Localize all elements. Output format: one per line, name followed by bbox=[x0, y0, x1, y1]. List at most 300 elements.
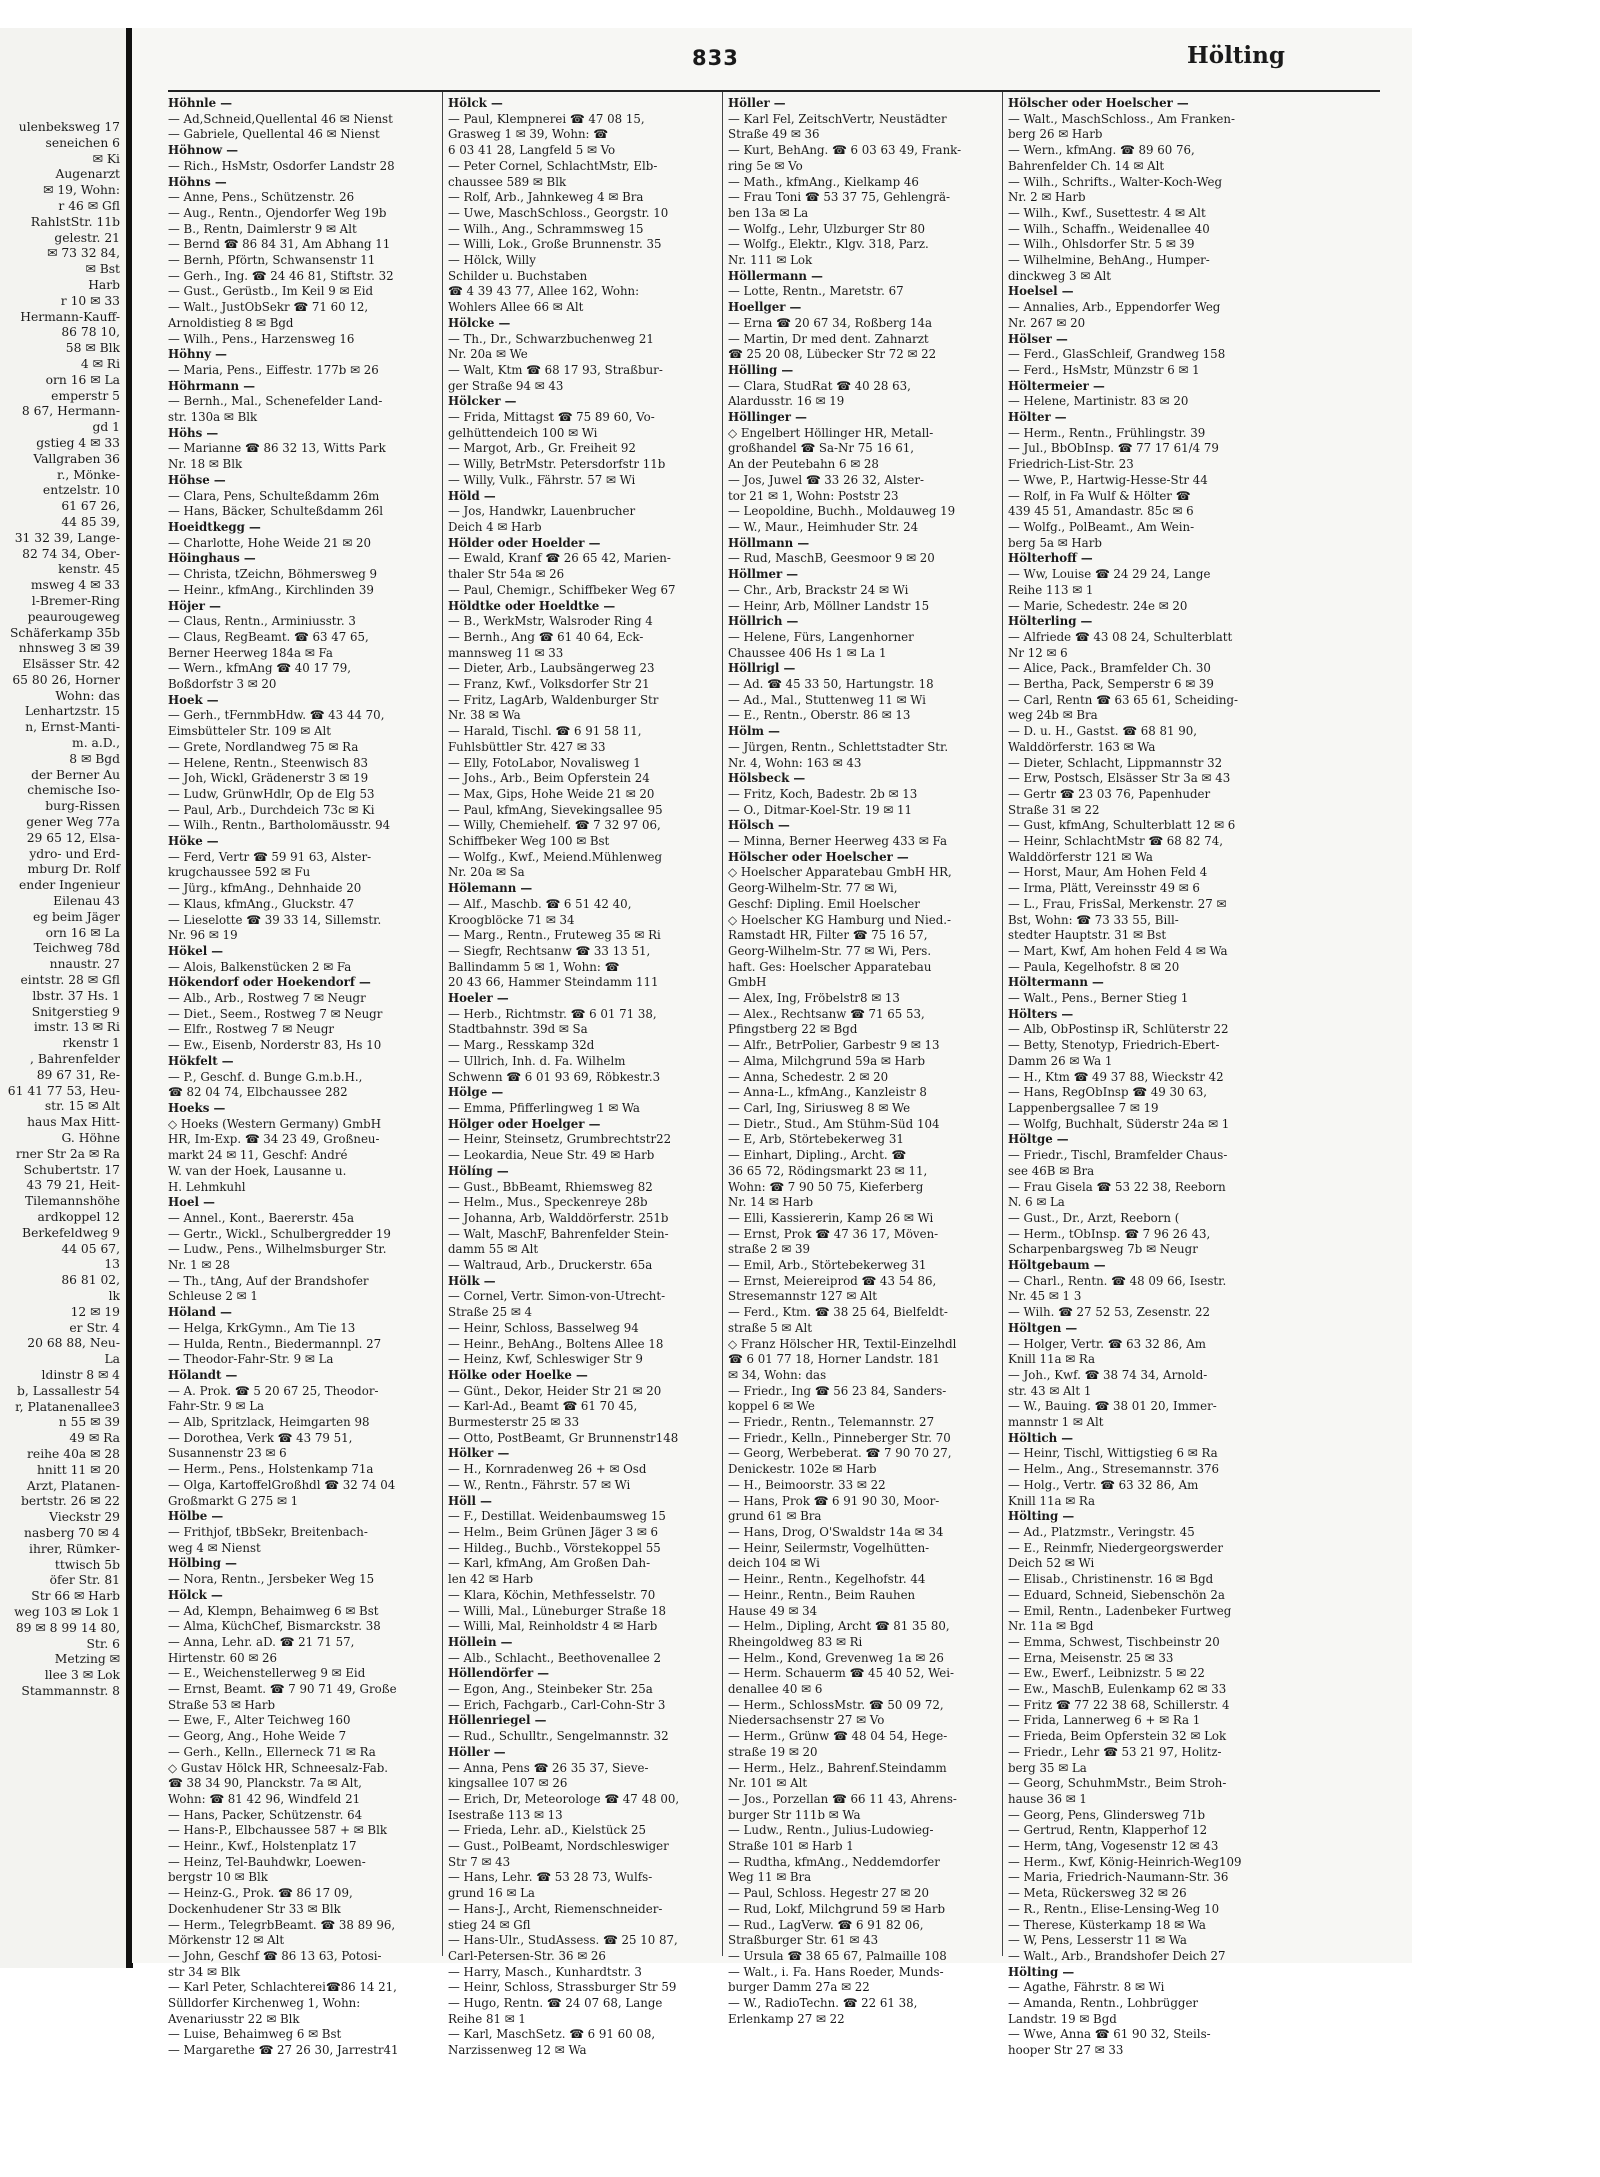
directory-entry-line: Nr. 101 ✉ Alt bbox=[728, 1776, 808, 1791]
directory-entry-line: — Gerh., tFernmbHdw. ☎ 43 44 70, bbox=[168, 708, 385, 723]
directory-entry-line: — Jürg., kfmAng., Dehnhaide 20 bbox=[168, 881, 362, 896]
directory-entry-line: Nr. 45 ✉ 1 3 bbox=[1008, 1289, 1082, 1304]
directory-entry-line: — Waltraud, Arb., Druckerstr. 65a bbox=[448, 1258, 653, 1273]
previous-page-line: Eilenau 43 bbox=[53, 894, 120, 909]
directory-entry-line: — Heinr, Tischl, Wittigstieg 6 ✉ Ra bbox=[1008, 1446, 1218, 1461]
directory-entry-line: ◇ Hoeks (Western Germany) GmbH bbox=[168, 1116, 381, 1131]
directory-entry-line: — Jos, Juwel ☎ 33 26 32, Alster- bbox=[728, 472, 925, 487]
directory-entry-line: — Helga, KrkGymn., Am Tie 13 bbox=[168, 1320, 356, 1335]
directory-entry-line: ger Straße 94 ✉ 43 bbox=[448, 378, 564, 393]
directory-entry-line: ☎ 4 39 43 77, Allee 162, Wohn: bbox=[448, 284, 640, 299]
directory-entry-line: Nr. 4, Wohn: 163 ✉ 43 bbox=[728, 755, 862, 770]
directory-entry-line: — Jul., BbObInsp. ☎ 77 17 61/4 79 bbox=[1008, 441, 1219, 456]
directory-entry-line: Schleuse 2 ✉ 1 bbox=[168, 1289, 258, 1304]
directory-entry-line: — Hugo, Rentn. ☎ 24 07 68, Lange bbox=[448, 1996, 663, 2011]
directory-entry-line: — Paula, Kegelhofstr. 8 ✉ 20 bbox=[1008, 959, 1180, 974]
directory-entry-line: Arnoldistieg 8 ✉ Bgd bbox=[168, 315, 294, 330]
previous-page-line: 20 68 88, Neu- bbox=[27, 1336, 120, 1351]
directory-entry-line: — Karl Peter, Schlachterei☎86 14 21, bbox=[168, 1980, 397, 1995]
directory-entry-line: — Ernst, Meiereiprod ☎ 43 54 86, bbox=[728, 1273, 937, 1288]
directory-entry-line: Nr. 267 ✉ 20 bbox=[1008, 315, 1086, 330]
directory-entry-line: — Siegfr, Rechtsanw ☎ 33 13 51, bbox=[448, 943, 651, 958]
directory-entry-line: Höltich — bbox=[1008, 1430, 1074, 1445]
directory-entry-line: Hölting — bbox=[1008, 1509, 1075, 1524]
directory-entry-line: Straße 25 ✉ 4 bbox=[448, 1305, 533, 1320]
directory-entry-line: — Herm., Pens., Holstenkamp 71a bbox=[168, 1462, 374, 1477]
directory-entry-line: — Rud., Schulltr., Sengelmannstr. 32 bbox=[448, 1729, 669, 1744]
directory-entry-line: — Emma, Schwest, Tischbeinstr 20 bbox=[1008, 1634, 1220, 1649]
directory-entry-line: Isestraße 113 ✉ 13 bbox=[448, 1807, 563, 1822]
directory-entry-line: Höller — bbox=[448, 1744, 506, 1759]
directory-entry-line: — E, Arb, Störtebekerweg 31 bbox=[728, 1132, 904, 1147]
directory-entry-line: Pfingstberg 22 ✉ Bgd bbox=[728, 1022, 858, 1037]
directory-entry-line: — Meta, Rückersweg 32 ✉ 26 bbox=[1008, 1886, 1187, 1901]
directory-entry-line: Höllermann — bbox=[728, 268, 823, 283]
directory-entry-line: — Wilh., Ohlsdorfer Str. 5 ✉ 39 bbox=[1008, 237, 1195, 252]
previous-page-line: er Str. 4 bbox=[69, 1320, 120, 1335]
previous-page-line: n 55 ✉ 39 bbox=[58, 1415, 120, 1430]
directory-entry-line: Höllinger — bbox=[728, 410, 807, 425]
directory-entry-line: — Gust, kfmAng, Schulterblatt 12 ✉ 6 bbox=[1008, 818, 1236, 833]
directory-entry-line: — Ferd., HsMstr, Münzstr 6 ✉ 1 bbox=[1008, 362, 1200, 377]
directory-entry-line: Nr. 18 ✉ Blk bbox=[168, 457, 243, 472]
previous-page-line: ldinstr 8 ✉ 4 bbox=[41, 1367, 120, 1382]
directory-page bbox=[132, 28, 1412, 2058]
previous-page-line: m. a.D., bbox=[72, 736, 120, 751]
directory-entry-line: — Friedr., Kelln., Pinneberger Str. 70 bbox=[728, 1430, 951, 1445]
directory-entry-line: — Karl Fel, ZeitschVertr, Neustädter bbox=[728, 111, 947, 126]
directory-entry-line: Höltermeier — bbox=[1008, 378, 1105, 393]
directory-entry-line: — Alex., Rechtsanw ☎ 71 65 53, bbox=[728, 1006, 925, 1021]
directory-entry-line: — Heinr, Schloss, Strassburger Str 59 bbox=[448, 1980, 677, 1995]
directory-entry-line: berg 26 ✉ Harb bbox=[1008, 127, 1103, 142]
directory-entry-line: — Frieda, Beim Opferstein 32 ✉ Lok bbox=[1008, 1729, 1227, 1744]
directory-entry-line: — Helene, Martinistr. 83 ✉ 20 bbox=[1008, 394, 1189, 409]
previous-page-line: Schubertstr. 17 bbox=[23, 1162, 120, 1177]
directory-entry-line: Straße 31 ✉ 22 bbox=[1008, 802, 1100, 817]
previous-page-line: RahlstStr. 11b bbox=[30, 214, 120, 229]
directory-entry-line: — Uwe, MaschSchloss., Georgstr. 10 bbox=[448, 205, 669, 220]
previous-page-line: Berkefeldweg 9 bbox=[22, 1225, 120, 1240]
directory-entry-line: — Karl, MaschSetz. ☎ 6 91 60 08, bbox=[448, 2027, 656, 2042]
directory-entry-line: — Paul, Klempnerei ☎ 47 08 15, bbox=[448, 111, 645, 126]
directory-entry-line: Höhnle — bbox=[168, 96, 233, 110]
directory-entry-line: Boßdorfstr 3 ✉ 20 bbox=[168, 677, 277, 692]
directory-entry-line: Nr. 20a ✉ Sa bbox=[448, 865, 525, 880]
directory-entry-line: Hölge — bbox=[448, 1085, 504, 1100]
previous-page-line: gelestr. 21 bbox=[54, 230, 120, 245]
directory-entry-line: mannsweg 11 ✉ 33 bbox=[448, 645, 564, 660]
directory-entry-line: ☎ 6 01 77 18, Horner Landstr. 181 bbox=[728, 1352, 940, 1367]
directory-entry-line: Berner Heerweg 184a ✉ Fa bbox=[168, 645, 333, 660]
directory-entry-line: — Mart, Kwf, Am hohen Feld 4 ✉ Wa bbox=[1008, 943, 1228, 958]
previous-page-line: ydro- und Erd- bbox=[29, 846, 120, 861]
directory-entry-line: Hölser — bbox=[1008, 331, 1068, 346]
directory-entry-line: — Bernd ☎ 86 84 31, Am Abhang 11 bbox=[168, 237, 391, 252]
directory-entry-line: — Georg, Werbeberat. ☎ 7 90 70 27, bbox=[728, 1446, 952, 1461]
directory-entry-line: Hoeks — bbox=[168, 1101, 226, 1115]
directory-entry-line: — Walt., MaschSchloss., Am Franken- bbox=[1008, 111, 1235, 126]
directory-entry-line: len 42 ✉ Harb bbox=[448, 1572, 534, 1587]
previous-page-line: 61 67 26, bbox=[61, 499, 120, 514]
directory-entry-line: — Math., kfmAng., Kielkamp 46 bbox=[728, 174, 919, 189]
directory-entry-line: — Heinz-G., Prok. ☎ 86 17 09, bbox=[168, 1886, 353, 1901]
directory-entry-line: Burmesterstr 25 ✉ 33 bbox=[448, 1415, 580, 1430]
directory-entry-line: Straße 53 ✉ Harb bbox=[168, 1697, 276, 1712]
directory-entry-line: — Anne, Pens., Schützenstr. 26 bbox=[168, 190, 355, 205]
previous-page-line: Augenarzt bbox=[55, 167, 120, 182]
directory-entry-line: — Lotte, Rentn., Maretstr. 67 bbox=[728, 284, 904, 299]
directory-entry-line: — Hans, Bäcker, Schulteßdamm 26l bbox=[168, 504, 384, 519]
directory-entry-line: — Wilh., Ang., Schrammsweg 15 bbox=[448, 221, 644, 236]
directory-entry-line: An der Peutebahn 6 ✉ 28 bbox=[728, 457, 879, 472]
directory-entry-line: — Leokardia, Neue Str. 49 ✉ Harb bbox=[448, 1148, 655, 1163]
directory-entry-line: — B., WerkMstr, Walsroder Ring 4 bbox=[448, 614, 653, 629]
directory-entry-line: — Karl-Ad., Beamt ☎ 61 70 45, bbox=[448, 1399, 638, 1414]
directory-entry-line: ✉ 34, Wohn: das bbox=[728, 1367, 827, 1382]
directory-entry-line: — Herm., SchlossMstr. ☎ 50 09 72, bbox=[728, 1697, 944, 1712]
directory-entry-line: kingsallee 107 ✉ 26 bbox=[448, 1776, 568, 1791]
directory-entry-line: Nr. 96 ✉ 19 bbox=[168, 928, 238, 943]
directory-entry-line: Straße 101 ✉ Harb 1 bbox=[728, 1839, 854, 1854]
directory-entry-line: str. 130a ✉ Blk bbox=[168, 410, 258, 425]
directory-entry-line: Wohn: ☎ 81 42 96, Windfeld 21 bbox=[168, 1791, 361, 1806]
directory-entry-line: — Georg, Ang., Hohe Weide 7 bbox=[168, 1729, 347, 1744]
directory-entry-line: Nr 12 ✉ 6 bbox=[1008, 645, 1068, 660]
directory-entry-line: — Walt, MaschF, Bahrenfelder Stein- bbox=[448, 1226, 669, 1241]
directory-entry-line: — Heinz, Kwf, Schleswiger Str 9 bbox=[448, 1352, 643, 1367]
directory-entry-line: Hölm — bbox=[728, 724, 780, 739]
directory-entry-line: ring 5e ✉ Vo bbox=[728, 158, 803, 173]
directory-entry-line: — Klara, Köchin, Methfesselstr. 70 bbox=[448, 1587, 656, 1602]
previous-page-line: lbstr. 37 Hs. 1 bbox=[32, 988, 120, 1003]
directory-entry-line: — Willi, Lok., Große Brunnenstr. 35 bbox=[448, 237, 662, 252]
directory-entry-line: Fahr-Str. 9 ✉ La bbox=[168, 1399, 265, 1414]
directory-entry-line: ☎ 82 04 74, Elbchaussee 282 bbox=[168, 1085, 348, 1100]
directory-entry-line: Wohn: ☎ 7 90 50 75, Kieferberg bbox=[728, 1179, 924, 1194]
previous-page-line: r, Platanenallee3 bbox=[15, 1399, 120, 1414]
directory-entry-line: Höltermann — bbox=[1008, 975, 1104, 990]
directory-entry-line: Deich 52 ✉ Wi bbox=[1008, 1556, 1095, 1571]
directory-entry-line: Dockenhudener Str 33 ✉ Blk bbox=[168, 1901, 341, 1916]
directory-entry-line: — Willy, Chemiehelf. ☎ 7 32 97 06, bbox=[448, 818, 661, 833]
previous-page-line: Vallgraben 36 bbox=[33, 451, 120, 466]
directory-entry-line: N. 6 ✉ La bbox=[1008, 1195, 1065, 1210]
directory-entry-line: — Friedr., Tischl, Bramfelder Chaus- bbox=[1008, 1148, 1228, 1163]
previous-page-line: entzelstr. 10 bbox=[42, 483, 120, 498]
previous-page-line: eintstr. 28 ✉ Gfl bbox=[20, 973, 120, 988]
previous-page-line: ender Ingenieur bbox=[19, 878, 120, 893]
directory-entry-line: Niedersachsenstr 27 ✉ Vo bbox=[728, 1713, 885, 1728]
previous-page-line: La bbox=[104, 1352, 120, 1367]
directory-entry-line: — Jürgen, Rentn., Schlettstadter Str. bbox=[728, 739, 949, 754]
previous-page-line: 8 ✉ Bgd bbox=[69, 751, 120, 766]
directory-entry-line: Grasweg 1 ✉ 39, Wohn: ☎ bbox=[448, 127, 608, 142]
directory-entry-line: Hölters — bbox=[1008, 1006, 1074, 1021]
directory-entry-line: — Heinz, Tel-Bauhdwkr, Loewen- bbox=[168, 1854, 366, 1869]
directory-entry-line: Straßburger Str. 61 ✉ 43 bbox=[728, 1933, 879, 1948]
directory-entry-line: stedter Hauptstr. 31 ✉ Bst bbox=[1008, 928, 1167, 943]
directory-entry-line: grund 61 ✉ Bra bbox=[728, 1509, 822, 1524]
directory-entry-line: — Ad, Klempn, Behaimweg 6 ✉ Bst bbox=[168, 1603, 379, 1618]
directory-entry-line: ben 13a ✉ La bbox=[728, 205, 809, 220]
previous-page-line: 43 79 21, Heit- bbox=[26, 1178, 120, 1193]
directory-entry-line: weg 4 ✉ Nienst bbox=[168, 1540, 261, 1555]
directory-entry-line: — Willy, BetrMstr. Petersdorfstr 11b bbox=[448, 457, 666, 472]
directory-entry-line: Straße 49 ✉ 36 bbox=[728, 127, 820, 142]
directory-entry-line: — Erich, Dr, Meteorologe ☎ 47 48 00, bbox=[448, 1791, 680, 1806]
directory-entry-line: — Alb., Schlacht., Beethovenallee 2 bbox=[448, 1650, 662, 1665]
directory-entry-line: — Elisab., Christinenstr. 16 ✉ Bgd bbox=[1008, 1572, 1214, 1587]
directory-entry-line: — Herm, tAng, Vogesenstr 12 ✉ 43 bbox=[1008, 1839, 1219, 1854]
directory-entry-line: Scharpenbargsweg 7b ✉ Neugr bbox=[1008, 1242, 1198, 1257]
directory-entry-line: — Minna, Berner Heerweg 433 ✉ Fa bbox=[728, 834, 947, 849]
directory-entry-line: str 34 ✉ Blk bbox=[168, 1964, 241, 1979]
directory-entry-line: Schwenn ☎ 6 01 93 69, Röbkestr.3 bbox=[448, 1069, 661, 1084]
directory-entry-line: thaler Str 54a ✉ 26 bbox=[448, 567, 565, 582]
directory-entry-line: — Theodor-Fahr-Str. 9 ✉ La bbox=[168, 1352, 334, 1367]
directory-entry-line: — Helm., Dipling, Archt ☎ 81 35 80, bbox=[728, 1619, 950, 1634]
directory-entry-line: — Emil, Rentn., Ladenbeker Furtweg bbox=[1008, 1603, 1232, 1618]
directory-entry-line: — Carl, Ing, Siriusweg 8 ✉ We bbox=[728, 1101, 911, 1115]
running-head: Hölting bbox=[1187, 42, 1285, 69]
previous-page-line: nhnsweg 3 ✉ 39 bbox=[18, 641, 120, 656]
directory-entry-line: Hölsch — bbox=[728, 818, 790, 833]
directory-entry-line: koppel 6 ✉ We bbox=[728, 1399, 815, 1414]
directory-entry-line: — Paul, Schloss. Hegestr 27 ✉ 20 bbox=[728, 1886, 930, 1901]
directory-entry-line: — Fritz, LagArb, Waldenburger Str bbox=[448, 692, 659, 707]
directory-entry-line: — Lieselotte ☎ 39 33 14, Sillemstr. bbox=[168, 912, 382, 927]
directory-entry-line: Bahrenfelder Ch. 14 ✉ Alt bbox=[1008, 158, 1165, 173]
previous-page-line: G. Höhne bbox=[61, 1131, 120, 1145]
directory-entry-line: — Wwe, P., Hartwig-Hesse-Str 44 bbox=[1008, 472, 1208, 487]
directory-entry-line: straße 19 ✉ 20 bbox=[728, 1744, 818, 1759]
directory-entry-line: — Helm., Kond, Grevenweg 1a ✉ 26 bbox=[728, 1650, 944, 1665]
directory-entry-line: Höllrigl — bbox=[728, 661, 796, 676]
previous-page-line: 12 ✉ 19 bbox=[70, 1304, 120, 1319]
directory-entry-line: Hölscher oder Hoelscher — bbox=[728, 849, 909, 864]
directory-entry-line: — Helene, Rentn., Steenwisch 83 bbox=[168, 755, 368, 770]
previous-page-line: ✉ Bst bbox=[85, 262, 120, 277]
directory-entry-line: 439 45 51, Amandastr. 85c ✉ 6 bbox=[1008, 504, 1194, 519]
directory-entry-line: — Rich., HsMstr, Osdorfer Landstr 28 bbox=[168, 158, 395, 173]
directory-entry-line: — Heinr., kfmAng., Kirchlinden 39 bbox=[168, 582, 374, 597]
directory-entry-line: — Holg., Vertr. ☎ 63 32 86, Am bbox=[1008, 1477, 1199, 1492]
directory-entry-line: — Walt, Ktm ☎ 68 17 93, Straßbur- bbox=[448, 362, 663, 377]
directory-entry-line: — Herm., Kwf, König-Heinrich-Weg109 bbox=[1008, 1854, 1242, 1869]
directory-entry-line: — Annel., Kont., Baererstr. 45a bbox=[168, 1210, 355, 1225]
previous-page-line: 82 74 34, Ober- bbox=[22, 546, 120, 561]
previous-page-line: mburg Dr. Rolf bbox=[27, 862, 120, 877]
directory-entry-line: Hölemann — bbox=[448, 881, 533, 896]
directory-entry-line: — W, Pens, Lesserstr 11 ✉ Wa bbox=[1008, 1933, 1187, 1948]
directory-entry-line: — Ew., MaschB, Eulenkamp 62 ✉ 33 bbox=[1008, 1682, 1227, 1697]
directory-entry-line: — Nora, Rentn., Jersbeker Weg 15 bbox=[168, 1572, 375, 1587]
directory-entry-line: Hölck — bbox=[448, 96, 503, 110]
directory-entry-line: denallee 40 ✉ 6 bbox=[728, 1682, 823, 1697]
directory-entry-line: — W., Bauing. ☎ 38 01 20, Immer- bbox=[1008, 1399, 1217, 1414]
previous-page-line: orn 16 ✉ La bbox=[45, 925, 120, 940]
directory-entry-line: Hölker — bbox=[448, 1446, 510, 1461]
directory-entry-line: burger Str 111b ✉ Wa bbox=[728, 1807, 861, 1822]
directory-entry-line: — Frida, Lannerweg 6 + ✉ Ra 1 bbox=[1008, 1713, 1201, 1728]
directory-entry-line: — Frau Gisela ☎ 53 22 38, Reeborn bbox=[1008, 1179, 1226, 1194]
directory-entry-line: — Alb, Spritzlack, Heimgarten 98 bbox=[168, 1415, 370, 1430]
directory-entry-line: Weg 11 ✉ Bra bbox=[728, 1870, 812, 1885]
directory-entry-line: — Ewald, Kranf ☎ 26 65 42, Marien- bbox=[448, 551, 671, 566]
directory-entry-line: — Maria, Pens., Eiffestr. 177b ✉ 26 bbox=[168, 362, 379, 377]
directory-entry-line: Hökendorf oder Hoekendorf — bbox=[168, 975, 371, 990]
directory-entry-line: Hölger oder Hoelger — bbox=[448, 1116, 601, 1131]
directory-entry-line: — Heinr, Schloss, Basselweg 94 bbox=[448, 1320, 639, 1335]
directory-entry-line: — Alois, Balkenstücken 2 ✉ Fa bbox=[168, 959, 352, 974]
previous-page-line: emperstr 5 bbox=[51, 388, 120, 403]
directory-entry-line: 6 03 41 28, Langfeld 5 ✉ Vo bbox=[448, 143, 616, 158]
directory-entry-line: — Hans, Packer, Schützenstr. 64 bbox=[168, 1807, 363, 1822]
directory-entry-line: — Wolfg., Kwf., Meiend.Mühlenweg bbox=[448, 849, 662, 864]
directory-entry-line: Höllenriegel — bbox=[448, 1713, 547, 1728]
previous-page-line: , Bahrenfelder bbox=[30, 1052, 120, 1067]
directory-entry-line: Hölting — bbox=[1008, 1964, 1075, 1979]
directory-entry-line: Höhrmann — bbox=[168, 378, 255, 393]
directory-entry-line: — Wilh., Pens., Harzensweg 16 bbox=[168, 331, 355, 346]
directory-entry-line: Hölter — bbox=[1008, 410, 1067, 425]
directory-entry-line: — Fritz, Koch, Badestr. 2b ✉ 13 bbox=[728, 786, 918, 801]
directory-entry-line: GmbH bbox=[728, 975, 767, 990]
directory-entry-line: Hökfelt — bbox=[168, 1053, 234, 1068]
directory-entry-line: — Johs., Arb., Beim Opferstein 24 bbox=[448, 771, 650, 786]
directory-entry-line: — Wolfg., Elektr., Klgv. 318, Parz. bbox=[728, 237, 929, 252]
previous-page-line: der Berner Au bbox=[31, 767, 120, 782]
directory-entry-line: — Clara, Pens, Schulteßdamm 26m bbox=[168, 488, 380, 503]
directory-entry-line: Stresemannstr 127 ✉ Alt bbox=[728, 1289, 878, 1304]
directory-entry-line: — Wwe, Anna ☎ 61 90 32, Steils- bbox=[1008, 2027, 1211, 2042]
directory-entry-line: Carl-Petersen-Str. 36 ✉ 26 bbox=[448, 1948, 606, 1963]
directory-entry-line: ◇ Hoelscher Apparatebau GmbH HR, bbox=[728, 865, 952, 880]
directory-column-1 bbox=[168, 96, 430, 2058]
directory-entry-line: — Hildeg., Buchb., Vörstekoppel 55 bbox=[448, 1540, 661, 1555]
directory-entry-line: — Wolfg., Lehr, Ulzburger Str 80 bbox=[728, 221, 926, 236]
directory-entry-line: — Leopoldine, Buchh., Moldauweg 19 bbox=[728, 504, 956, 519]
directory-entry-line: — Claus, Rentn., Arminiusstr. 3 bbox=[168, 614, 356, 629]
directory-entry-line: Höllein — bbox=[448, 1634, 513, 1649]
directory-entry-line: — Chr., Arb, Brackstr 24 ✉ Wi bbox=[728, 582, 909, 597]
previous-page-line: reihe 40a ✉ 28 bbox=[27, 1446, 120, 1461]
directory-entry-line: — Hans, Prok ☎ 6 91 90 30, Moor- bbox=[728, 1493, 940, 1508]
previous-page-line: nasberg 70 ✉ 4 bbox=[24, 1525, 120, 1540]
directory-entry-line: — Christa, tZeichn, Böhmersweg 9 bbox=[168, 567, 378, 582]
directory-entry-line: — Charl., Rentn. ☎ 48 09 66, Isestr. bbox=[1008, 1273, 1227, 1288]
directory-entry-line: — Rolf, in Fa Wulf & Hölter ☎ bbox=[1008, 488, 1191, 503]
directory-entry-line: Hirtenstr. 60 ✉ 26 bbox=[168, 1650, 278, 1665]
directory-entry-line: Ballindamm 5 ✉ 1, Wohn: ☎ bbox=[448, 959, 620, 974]
directory-entry-line: — Amanda, Rentn., Lohbrügger bbox=[1008, 1996, 1199, 2011]
directory-entry-line: — Anna, Lehr. aD. ☎ 21 71 57, bbox=[168, 1634, 355, 1649]
previous-page-line: lk bbox=[108, 1288, 120, 1303]
directory-entry-line: — Hans-J., Archt, Riemenschneider- bbox=[448, 1901, 663, 1916]
directory-entry-line: — Wilh., Rentn., Bartholomäusstr. 94 bbox=[168, 818, 391, 833]
directory-entry-line: — B., Rentn, Daimlerstr 9 ✉ Alt bbox=[168, 221, 357, 236]
directory-entry-line: — Kurt, BehAng. ☎ 6 03 63 49, Frank- bbox=[728, 143, 962, 158]
directory-entry-line: Mörkenstr 12 ✉ Alt bbox=[168, 1933, 285, 1948]
directory-entry-line: krugchaussee 592 ✉ Fu bbox=[168, 865, 311, 880]
directory-entry-line: — Irma, Plätt, Vereinsstr 49 ✉ 6 bbox=[1008, 881, 1200, 896]
directory-entry-line: Schiffbeker Weg 100 ✉ Bst bbox=[448, 834, 610, 849]
directory-entry-line: Chaussee 406 Hs 1 ✉ La 1 bbox=[728, 645, 887, 660]
directory-entry-line: — Walt., i. Fa. Hans Roeder, Munds- bbox=[728, 1964, 944, 1979]
directory-entry-line: — Hans, Lehr. ☎ 53 28 73, Wulfs- bbox=[448, 1870, 653, 1885]
directory-entry-line: damm 55 ✉ Alt bbox=[448, 1242, 539, 1257]
directory-entry-line: burger Damm 27a ✉ 22 bbox=[728, 1980, 870, 1995]
previous-page-line: kenstr. 45 bbox=[58, 562, 120, 577]
directory-entry-line: ◇ Gustav Hölck HR, Schneesalz-Fab. bbox=[168, 1760, 389, 1775]
directory-entry-line: Hölterling — bbox=[1008, 614, 1093, 629]
directory-entry-line: — Wern., kfmAng. ☎ 89 60 76, bbox=[1008, 143, 1195, 158]
directory-entry-line: — Wilh., Schaffn., Weidenallee 40 bbox=[1008, 221, 1210, 236]
directory-entry-line: — Friedr., Ing ☎ 56 23 84, Sanders- bbox=[728, 1383, 947, 1398]
directory-entry-line: — Frida, Mittagst ☎ 75 89 60, Vo- bbox=[448, 410, 655, 425]
directory-entry-line: Hölbe — bbox=[168, 1509, 224, 1524]
directory-entry-line: — Wern., kfmAng ☎ 40 17 79, bbox=[168, 661, 352, 676]
directory-entry-line: chaussee 589 ✉ Blk bbox=[448, 174, 567, 189]
directory-entry-line: Kroogblöcke 71 ✉ 34 bbox=[448, 912, 575, 927]
directory-entry-line: — Gerh., Kelln., Ellerneck 71 ✉ Ra bbox=[168, 1744, 376, 1759]
directory-entry-line: W. van der Hoek, Lausanne u. bbox=[168, 1163, 347, 1178]
directory-entry-line: — H., Kornradenweg 26 + ✉ Osd bbox=[448, 1462, 647, 1477]
directory-entry-line: — Horst, Maur, Am Hohen Feld 4 bbox=[1008, 865, 1208, 880]
directory-entry-line: — Erich, Fachgarb., Carl-Cohn-Str 3 bbox=[448, 1697, 666, 1712]
directory-entry-line: dinckweg 3 ✉ Alt bbox=[1008, 268, 1111, 283]
directory-entry-line: — Frau Toni ☎ 53 37 75, Gehlengrä- bbox=[728, 190, 950, 205]
directory-entry-line: Hause 49 ✉ 34 bbox=[728, 1603, 818, 1618]
directory-entry-line: — W., Maur., Heimhuder Str. 24 bbox=[728, 519, 919, 534]
directory-entry-line: — Marianne ☎ 86 32 13, Witts Park bbox=[168, 441, 386, 456]
directory-entry-line: — Anna, Pens ☎ 26 35 37, Sieve- bbox=[448, 1760, 649, 1775]
directory-entry-line: — Karl, kfmAng, Am Großen Dah- bbox=[448, 1556, 651, 1571]
directory-entry-line: Hölsbeck — bbox=[728, 771, 806, 786]
directory-entry-line: — Klaus, kfmAng., Gluckstr. 47 bbox=[168, 896, 355, 911]
directory-entry-line: — Ewe, F., Alter Teichweg 160 bbox=[168, 1713, 351, 1728]
directory-entry-line: Reihe 81 ✉ 1 bbox=[448, 2011, 526, 2026]
directory-entry-line: — Betty, Stenotyp, Friedrich-Ebert- bbox=[1008, 1038, 1220, 1053]
directory-entry-line: — Jos, Handwkr, Lauenbrucher bbox=[448, 504, 636, 519]
directory-entry-line: — Martin, Dr med dent. Zahnarzt bbox=[728, 331, 929, 346]
directory-entry-line: — Emma, Pfifferlingweg 1 ✉ Wa bbox=[448, 1101, 640, 1115]
directory-entry-line: — Helm., Mus., Speckenreye 28b bbox=[448, 1195, 648, 1210]
previous-page-line: Metzing ✉ bbox=[54, 1652, 120, 1667]
directory-entry-line: Hölder oder Hoelder — bbox=[448, 535, 601, 550]
previous-page-line: 31 32 39, Lange- bbox=[14, 530, 120, 545]
directory-entry-line: — Herm., tObInsp. ☎ 7 96 26 43, bbox=[1008, 1226, 1211, 1241]
directory-column-2 bbox=[448, 96, 710, 2058]
directory-entry-line: — Harald, Tischl. ☎ 6 91 58 11, bbox=[448, 724, 642, 739]
directory-entry-line: straße 5 ✉ Alt bbox=[728, 1320, 813, 1335]
directory-entry-line: Höller — bbox=[728, 96, 786, 110]
directory-entry-line: Deich 4 ✉ Harb bbox=[448, 519, 542, 534]
directory-entry-line: — Ew., Eisenb, Norderstr 83, Hs 10 bbox=[168, 1038, 382, 1053]
directory-entry-line: — Günt., Dekor, Heider Str 21 ✉ 20 bbox=[448, 1383, 662, 1398]
directory-entry-line: — Paul, Arb., Durchdeich 73c ✉ Ki bbox=[168, 802, 375, 817]
directory-entry-line: deich 104 ✉ Wi bbox=[728, 1556, 820, 1571]
directory-entry-line: Höinghaus — bbox=[168, 551, 256, 566]
directory-entry-line: — Hans-P., Elbchaussee 587 + ✉ Blk bbox=[168, 1823, 388, 1838]
previous-page-line: 89 67 31, Re- bbox=[36, 1067, 120, 1082]
directory-entry-line: Höldtke oder Hoeldtke — bbox=[448, 598, 616, 613]
previous-page-line: burg-Rissen bbox=[45, 799, 120, 814]
directory-entry-line: — Hans, RegObInsp ☎ 49 30 63, bbox=[1008, 1085, 1207, 1100]
directory-entry-line: Reihe 113 ✉ 1 bbox=[1008, 582, 1094, 597]
directory-entry-line: — Herm. Schauerm ☎ 45 40 52, Wei- bbox=[728, 1666, 954, 1681]
